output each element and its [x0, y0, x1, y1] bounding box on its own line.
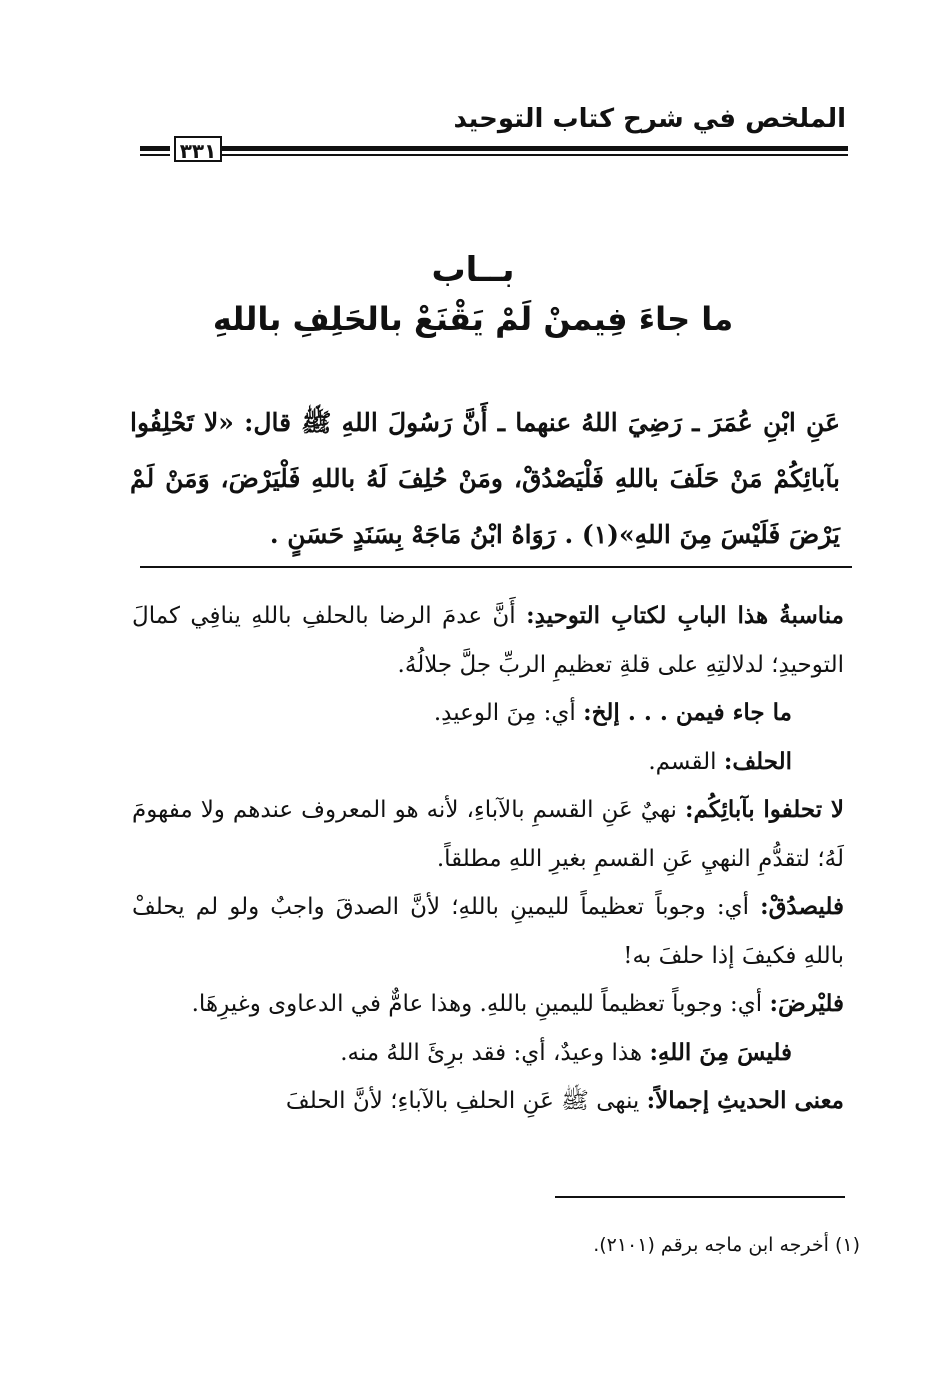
commentary [132, 592, 844, 1126]
chapter-title: ما جاءَ فِيمنْ لَمْ يَقْنَعْ بالحَلِفِ باللهِ [212, 300, 734, 338]
commentary-paragraph [132, 1029, 844, 1078]
commentary-term: معنى الحديثِ إجمالاً: [646, 1087, 844, 1114]
commentary-term: فليسَ مِنَ اللهِ: [649, 1038, 792, 1066]
header-rule [140, 140, 848, 166]
commentary-text: هذا وعيدٌ، أي: فقد برِئَ اللهُ منه. [340, 1039, 650, 1066]
commentary-paragraph [132, 738, 844, 787]
commentary-term: فليْرضَ: [769, 990, 844, 1017]
page-number: ٣٣١ [174, 136, 222, 162]
commentary-term: الحلف: [723, 747, 792, 775]
commentary-paragraph [132, 980, 844, 1029]
chapter-label: بــاب [431, 250, 515, 290]
commentary-text: القسم. [648, 748, 724, 775]
commentary-text: أي: مِنَ الوعيدِ. [433, 700, 584, 726]
hadith-text: عَنِ ابْنِ عُمَرَ ـ رَضِيَ اللهُ عنهما ـ أَنَّ رَسُولَ اللهِ ﷺ قال: «لا تَحْلِفُوا بآبائِكُمْ مَنْ حَلَفَ باللهِ فَلْيَصْدُقْ، ومَنْ حُلِفَ لَهُ باللهِ فَلْيَرْضَ، وَمَنْ لَمْ يَرْضَ فَلَيْسَ مِنَ اللهِ»(١) . رَوَاهُ ابْنُ مَاجَهْ بِسَنَدٍ حَسَنٍ . [130, 408, 840, 549]
commentary-text: أي: وجوباً تعظيماً لليمينِ باللهِ. وهذا عامٌّ في الدعاوى وغيرِهَا. [191, 991, 770, 1017]
commentary-paragraph [132, 689, 844, 738]
commentary-text: ينهى ﷺ عَنِ الحلفِ بالآباءِ؛ لأنَّ الحلفَ [285, 1088, 647, 1114]
commentary-text: أي: وجوباً تعظيماً لليمينِ باللهِ؛ لأنَّ الصدقَ واجبٌ ولو لم يحلفْ باللهِ فكيفَ إذا حلفَ به! [132, 894, 844, 969]
commentary-text: أَنَّ عدمَ الرضا بالحلفِ باللهِ ينافِي كمالَ التوحيدِ؛ لدلالتِهِ على قلةِ تعظيمِ الربِّ جلَّ جلالُهُ. [132, 603, 844, 678]
commentary-term: مناسبةُ هذا البابِ لكتابِ التوحيدِ: [526, 602, 844, 629]
commentary-term: فليصدُقْ: [760, 893, 844, 920]
commentary-term: ما جاء فيمن . . . إلخ: [583, 699, 792, 726]
commentary-paragraph [132, 1077, 844, 1126]
separator-rule [140, 566, 852, 568]
commentary-paragraph [132, 883, 844, 980]
commentary-text: نهيٌ عَنِ القسمِ بالآباءِ، لأنه هو المعروف عندهم ولا مفهومَ لَهُ؛ لتقدُّمِ النهيِ عَنِ القسمِ بغيرِ اللهِ مطلقاً. [132, 797, 844, 872]
commentary-paragraph [132, 592, 844, 689]
commentary-paragraph [132, 786, 844, 883]
running-header-title: الملخص في شرح كتاب التوحيد [453, 104, 846, 134]
commentary-term: لا تحلفوا بآبائِكُم: [684, 796, 844, 823]
footnote-rule [555, 1196, 845, 1198]
footnote: (١) أخرجه ابن ماجه برقم (٢١٠١). [593, 1234, 860, 1256]
